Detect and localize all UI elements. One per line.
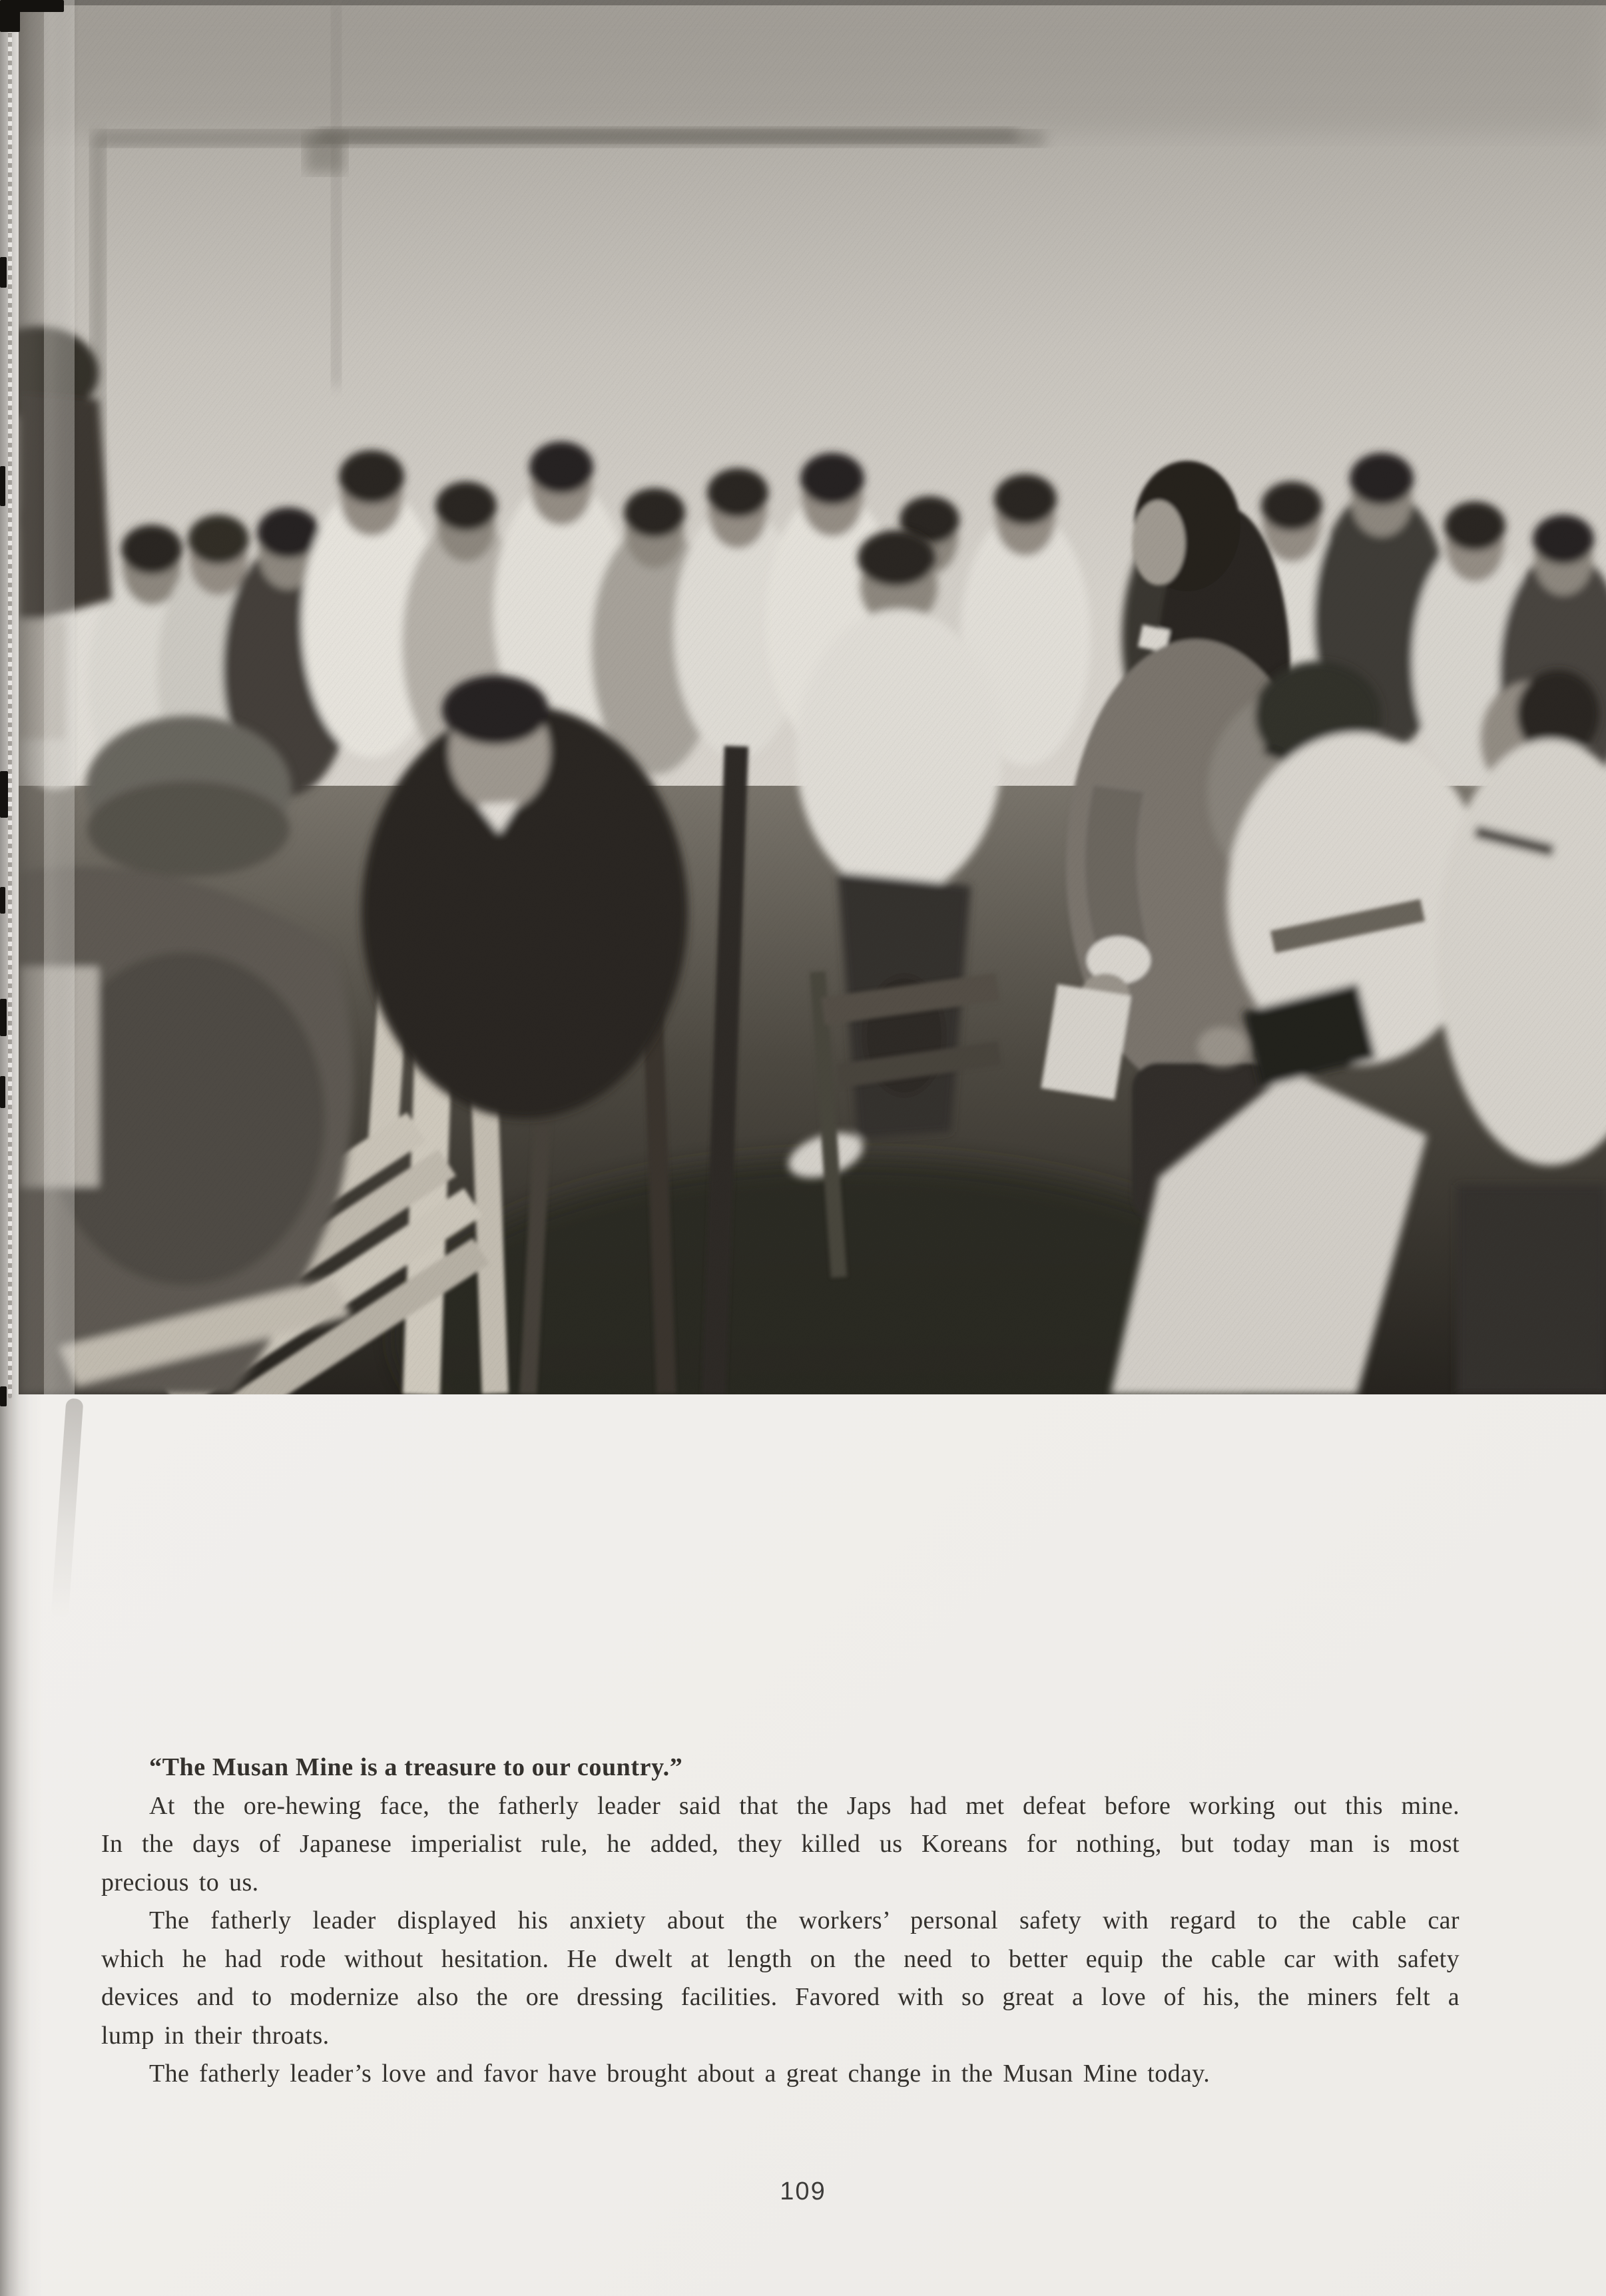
scan-mark: [0, 1076, 5, 1108]
caption-block: [101, 1749, 1460, 2094]
scan-mark: [0, 3, 20, 32]
meeting-photograph: [19, 0, 1606, 1394]
binding-thread: [8, 0, 12, 1398]
scan-smudge: [51, 1398, 84, 1618]
caption-line: devices and to modernize also the ore dressing facilities. Favored with so great a love of his, the miners felt a: [101, 1983, 1460, 2011]
scan-mark: [0, 257, 7, 288]
caption-line: lump in their throats.: [101, 2021, 330, 2050]
scan-mark: [0, 466, 5, 506]
caption-paragraph: [101, 1787, 1460, 1902]
scan-mark: [0, 1386, 7, 1406]
caption-line: The fatherly leader displayed his anxiety about the workers’ personal safety with regard to the cable car: [149, 1906, 1460, 1934]
caption-line: The fatherly leader’s love and favor have brought about a great change in the Musan Mine today.: [149, 2060, 1210, 2088]
caption-line: which he had rode without hesitation. He dwelt at length on the need to better equip the cable car with safety: [101, 1944, 1460, 1973]
caption-paragraphs: [101, 1787, 1460, 2094]
caption-line: precious to us.: [101, 1868, 259, 1896]
scan-mark: [0, 999, 7, 1036]
scan-mark: [0, 887, 5, 914]
caption-paragraph: [101, 1902, 1460, 2055]
caption-heading: “The Musan Mine is a treasure to our country.”: [149, 1753, 683, 1781]
scan-mark: [0, 771, 8, 818]
page-number: 109: [780, 2177, 826, 2205]
caption-line: At the ore-hewing face, the fatherly leader said that the Japs had met defeat before working out this mine.: [149, 1791, 1460, 1820]
film-grain: [19, 0, 1606, 1394]
caption-paragraph: [101, 2055, 1460, 2094]
caption-line: In the days of Japanese imperialist rule, he added, they killed us Koreans for nothing, but today man is most: [101, 1830, 1460, 1858]
